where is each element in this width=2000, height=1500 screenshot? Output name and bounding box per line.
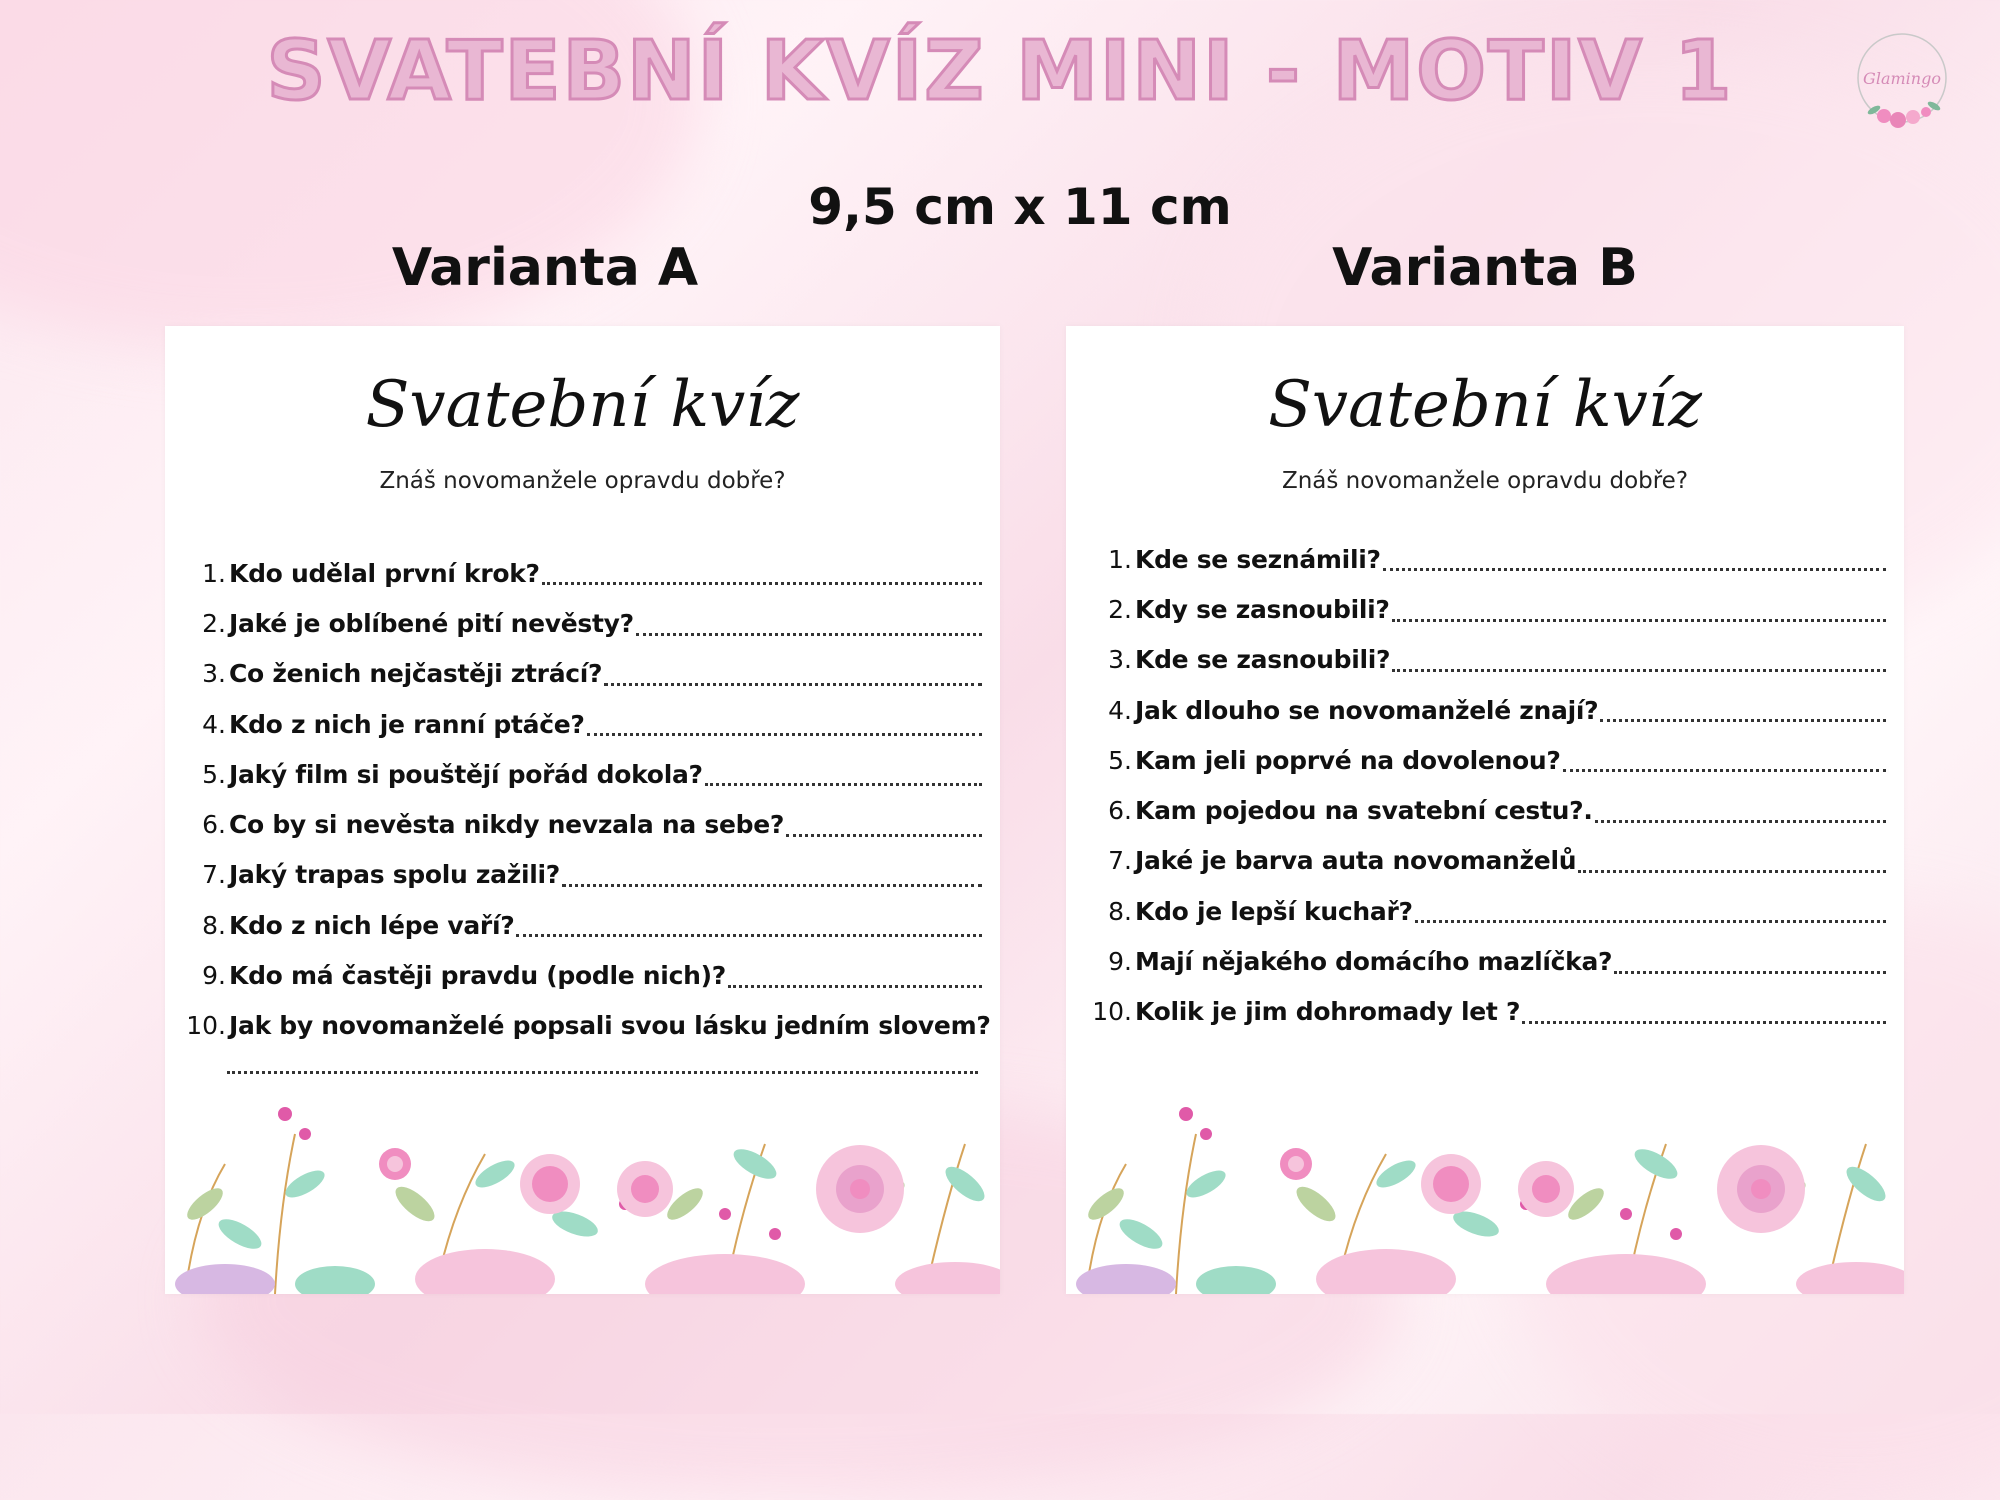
answer-line <box>1614 970 1886 974</box>
question-number: 7. <box>202 860 226 890</box>
question-number: 6. <box>202 810 226 840</box>
question-number: 4. <box>202 709 226 739</box>
question-number: 10. <box>186 1011 226 1041</box>
answer-line <box>1383 567 1886 571</box>
answer-line <box>728 984 982 988</box>
question-text: Jaké je barva auta novomanželů <box>1135 846 1577 876</box>
question-text: Kolik je jim dohromady let ? <box>1135 997 1521 1027</box>
question-item <box>165 1001 1000 1051</box>
question-item <box>165 900 1000 950</box>
question-item <box>165 649 1000 699</box>
floral-border <box>1066 1094 1904 1294</box>
floral-border <box>165 1094 1000 1294</box>
question-text: Kde se zasnoubili? <box>1135 645 1391 675</box>
question-text: Kdo má častěji pravdu (podle nich)? <box>229 961 726 991</box>
question-text: Jaký trapas spolu zažili? <box>229 860 561 890</box>
quiz-card-variant-a <box>165 326 1000 1294</box>
question-text: Kam pojedou na svatební cestu?. <box>1135 796 1593 826</box>
answer-line <box>1563 768 1886 772</box>
size-label: 9,5 cm x 11 cm <box>808 178 1232 236</box>
question-number: 8. <box>1108 896 1132 926</box>
question-text: Kdy se zasnoubili? <box>1135 594 1390 624</box>
question-number: 6. <box>1108 796 1132 826</box>
question-text: Jaké je oblíbené pití nevěsty? <box>229 608 634 638</box>
question-item <box>1066 584 1904 634</box>
question-number: 3. <box>202 659 226 689</box>
glamingo-logo <box>1846 26 1958 138</box>
question-number: 1. <box>1108 544 1132 574</box>
question-number: 4. <box>1108 695 1132 725</box>
question-text: Jaký film si pouštějí pořád dokola? <box>229 759 703 789</box>
answer-line <box>227 1071 978 1074</box>
answer-line <box>1392 618 1886 622</box>
answer-line <box>786 833 982 837</box>
question-number: 7. <box>1108 846 1132 876</box>
question-item <box>1066 987 1904 1037</box>
question-number: 3. <box>1108 645 1132 675</box>
question-number: 8. <box>202 910 226 940</box>
question-item <box>1066 685 1904 735</box>
answer-line <box>1595 819 1886 823</box>
logo-text: Glamingo <box>1863 69 1941 88</box>
question-number: 1. <box>202 558 226 588</box>
question-number: 9. <box>1108 947 1132 977</box>
question-item <box>165 799 1000 849</box>
question-text: Kde se seznámili? <box>1135 544 1381 574</box>
question-item <box>1066 936 1904 986</box>
question-text: Mají nějakého domácího mazlíčka? <box>1135 947 1613 977</box>
card-title: Svatební kvíz <box>365 368 800 442</box>
answer-line <box>587 732 982 736</box>
answer-line <box>1415 919 1886 923</box>
question-number: 5. <box>202 759 226 789</box>
question-item <box>1066 785 1904 835</box>
answer-line <box>562 883 982 887</box>
question-text: Kam jeli poprvé na dovolenou? <box>1135 745 1561 775</box>
question-text: Kdo z nich je ranní ptáče? <box>229 709 585 739</box>
answer-line <box>1522 1020 1886 1024</box>
floral-illustration <box>175 1107 1000 1294</box>
floral-illustration <box>1076 1107 1904 1294</box>
variant-b-label: Varianta B <box>1332 238 1638 298</box>
question-text: Co ženich nejčastěji ztrácí? <box>229 659 603 689</box>
answer-line <box>542 581 982 585</box>
question-list <box>1066 534 1904 1037</box>
question-item <box>165 598 1000 648</box>
question-text: Kdo z nich lépe vaří? <box>229 910 515 940</box>
question-number: 2. <box>202 608 226 638</box>
question-item <box>165 548 1000 598</box>
answer-line <box>1600 718 1886 722</box>
question-text: Co by si nevěsta nikdy nevzala na sebe? <box>229 810 785 840</box>
question-text: Jak by novomanželé popsali svou lásku jedním slovem? <box>229 1011 991 1041</box>
question-item <box>1066 836 1904 886</box>
question-number: 5. <box>1108 745 1132 775</box>
quiz-card-variant-b <box>1066 326 1904 1294</box>
answer-line <box>1392 668 1886 672</box>
card-subtitle: Znáš novomanžele opravdu dobře? <box>1281 468 1689 494</box>
answer-line <box>516 933 982 937</box>
question-text: Kdo udělal první krok? <box>229 558 540 588</box>
question-item <box>165 699 1000 749</box>
question-item <box>165 850 1000 900</box>
variant-a-label: Varianta A <box>391 238 699 298</box>
question-item <box>1066 735 1904 785</box>
question-number: 10. <box>1092 997 1132 1027</box>
card-title: Svatební kvíz <box>1268 368 1702 442</box>
page-title: SVATEBNÍ KVÍZ MINI - MOTIV 1 <box>266 24 1734 119</box>
question-text: Kdo je lepší kuchař? <box>1135 896 1413 926</box>
card-subtitle: Znáš novomanžele opravdu dobře? <box>379 468 786 494</box>
answer-line <box>1578 869 1886 873</box>
answer-line <box>705 782 982 786</box>
question-item <box>165 749 1000 799</box>
question-text: Jak dlouho se novomanželé znají? <box>1135 695 1599 725</box>
question-item <box>165 950 1000 1000</box>
question-item <box>1066 886 1904 936</box>
question-list <box>165 548 1000 1051</box>
question-number: 2. <box>1108 594 1132 624</box>
question-item <box>1066 635 1904 685</box>
answer-line <box>604 682 982 686</box>
answer-line <box>636 632 982 636</box>
question-item <box>1066 534 1904 584</box>
question-number: 9. <box>202 961 226 991</box>
